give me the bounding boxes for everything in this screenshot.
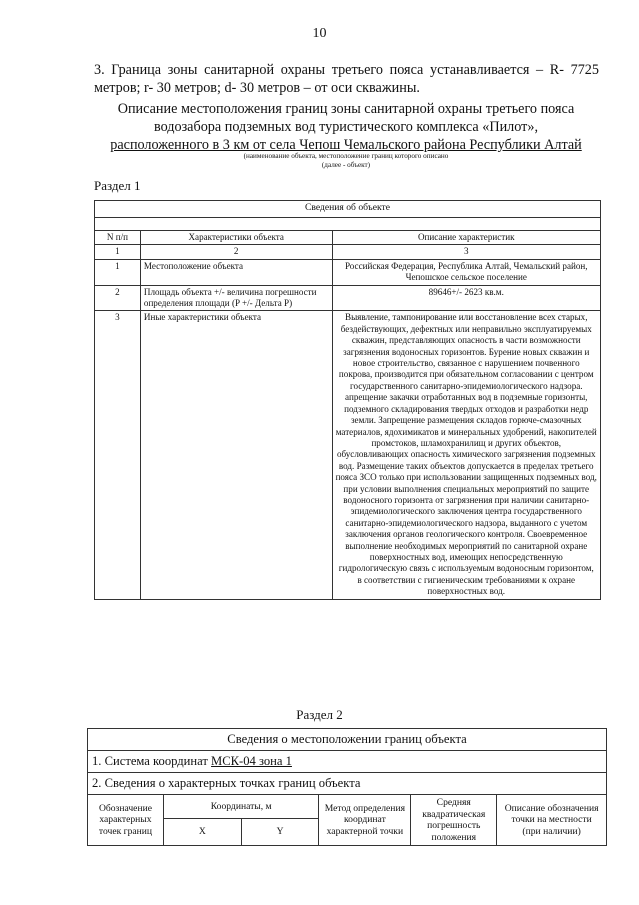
- page-number: 10: [312, 26, 327, 41]
- row-characteristic: Иные характеристики объекта: [140, 311, 332, 599]
- caption-line-1: (наименование объекта, местоположение границ которого описано: [243, 152, 449, 160]
- coordinate-system-row: [88, 751, 607, 773]
- header-coordinates: Координаты, м: [163, 795, 319, 819]
- column-number-3: 3: [332, 245, 600, 259]
- boundary-table-title: Сведения о местоположении границ объекта: [88, 729, 607, 751]
- boundary-points-row: 2. Сведения о характерных точках границ объекта: [88, 773, 607, 795]
- table-spacer: [95, 218, 601, 231]
- caption-line-2: (далее - объект): [321, 161, 371, 169]
- title-caption: [86, 152, 606, 170]
- object-info-table: [94, 200, 601, 600]
- title-line-1: Описание местоположения границ зоны санитарной охраны третьего пояса: [117, 101, 575, 117]
- header-x: X: [163, 819, 241, 846]
- coordinate-system-value: МСК-04 зона 1: [211, 754, 292, 768]
- paragraph-3: 3. Граница зоны санитарной охраны третьего пояса устанавливается – R- 7725 метров; r- 30 метров; d- 30 метров – от оси скважины.: [94, 62, 599, 96]
- object-info-table-title: Сведения об объекте: [95, 201, 601, 218]
- boundary-location-table: [87, 728, 607, 846]
- row-characteristic: Местоположение объекта: [140, 259, 332, 285]
- row-description: Выявление, тампонирование или восстановление всех старых, бездействующих, дефектных или неправильно эксплуатируемых скважин, представляющих опасность в части возможности загрязнения водоносных горизонтов. Бурение новых скважин и новое строительство, связанное с нарушением почвенного покрова, производится при обязательном согласовании с центром государственного санитарно-эпидемиологического надзора. апрещение закачки отработанных вод в подземные горизонты, подземного складирования твердых отходов и разработки недр земли. Запрещение размещения складов горюче-смазочных материалов, ядохимикатов и минеральных удобрений, накопителей промстоков, шламохранилищ и других объектов, обусловливающих опасность химического загрязнения подземных вод. Размещение таких объектов допускается в пределах третьего пояса ЗСО только при использовании защищенных подземных вод, при условии выполнения специальных мероприятий по защите водоносного горизонта от загрязнения при наличии санитарно-эпидемиологического заключения центра государственного санитарно-эпидемиологического надзора, выданного с учетом заключения органов геологического контроля. Своевременное выполнение необходимых мероприятий по санитарной охране поверхностных вод, имеющих непосредственную гидрологическую связь с используемым водоносным горизонтом, в соответствии с гигиеническим требованиями к охране поверхностных вод.: [332, 311, 600, 599]
- table-row: [95, 311, 601, 599]
- header-point-designation: Обозначение характерных точек границ: [88, 795, 164, 846]
- table-row: [95, 285, 601, 311]
- row-number: 2: [95, 285, 141, 311]
- row-description: Российская Федерация, Республика Алтай, Чемальский район, Чепошское сельское поселение: [332, 259, 600, 285]
- column-number-2: 2: [140, 245, 332, 259]
- column-number-1: 1: [95, 245, 141, 259]
- header-characteristics: Характеристики объекта: [140, 231, 332, 245]
- header-point-description: Описание обозначения точки на местности (при наличии): [497, 795, 607, 846]
- header-method: Метод определения координат характерной точки: [319, 795, 411, 846]
- row-number: 1: [95, 259, 141, 285]
- document-title: [86, 100, 606, 154]
- header-description: Описание характеристик: [332, 231, 600, 245]
- header-y: Y: [241, 819, 319, 846]
- title-line-2: водозабора подземных вод туристического комплекса «Пилот»,: [153, 119, 538, 135]
- row-number: 3: [95, 311, 141, 599]
- title-line-3: расположенного в 3 км от села Чепош Чемальского района Республики Алтай: [110, 137, 582, 153]
- section-2-label: Раздел 2: [296, 707, 343, 722]
- header-number: N п/п: [95, 231, 141, 245]
- table-row: [95, 259, 601, 285]
- section-1-label: Раздел 1: [94, 178, 141, 193]
- row-description: 89646+/- 2623 кв.м.: [332, 285, 600, 311]
- row-characteristic: Площадь объекта +/- величина погрешности определения площади (P +/- Дельта P): [140, 285, 332, 311]
- header-accuracy: Средняя квадратическая погрешность положения: [411, 795, 497, 846]
- coordinate-system-label: 1. Система координат: [92, 754, 212, 768]
